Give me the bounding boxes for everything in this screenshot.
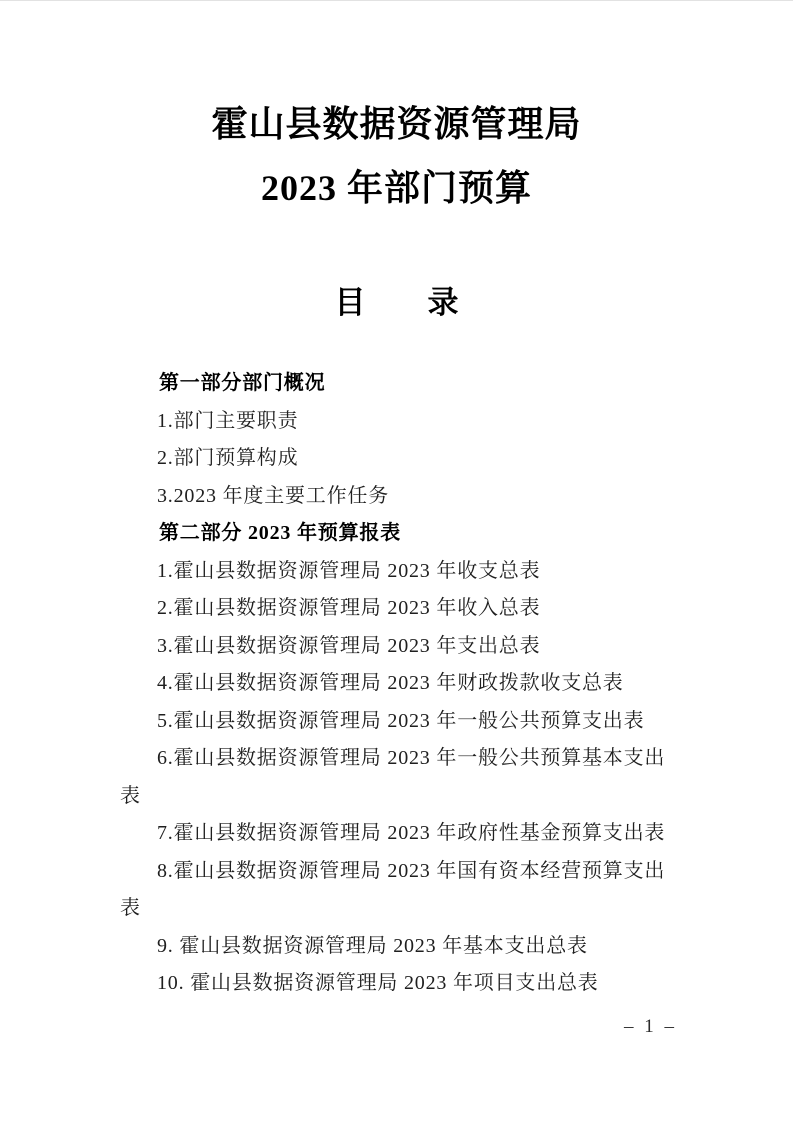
toc-heading: 目 录 — [334, 285, 459, 320]
document-title — [0, 92, 793, 220]
toc-item: 1.部门主要职责 — [157, 409, 299, 432]
table-of-contents — [120, 365, 680, 1003]
toc-item: 9. 霍山县数据资源管理局 2023 年基本支出总表 — [157, 934, 588, 957]
toc-item: 6.霍山县数据资源管理局 2023 年一般公共预算基本支出 — [157, 747, 666, 769]
toc-item: 2.部门预算构成 — [157, 447, 299, 469]
toc-item: 4.霍山县数据资源管理局 2023 年财政拨款收支总表 — [157, 672, 624, 694]
toc-item: 10. 霍山县数据资源管理局 2023 年项目支出总表 — [157, 972, 599, 994]
document-title-line1: 霍山县数据资源管理局 — [211, 104, 582, 144]
toc-item: 2.霍山县数据资源管理局 2023 年收入总表 — [157, 597, 541, 619]
toc-item-continuation: 表 — [120, 897, 141, 919]
toc-item: 1.霍山县数据资源管理局 2023 年收支总表 — [157, 559, 541, 582]
toc-item: 3.2023 年度主要工作任务 — [157, 484, 389, 507]
toc-section-heading: 第一部分部门概况 — [159, 372, 326, 394]
toc-item: 8.霍山县数据资源管理局 2023 年国有资本经营预算支出 — [157, 859, 666, 882]
page-top-edge — [0, 0, 793, 1]
toc-item: 3.霍山县数据资源管理局 2023 年支出总表 — [157, 634, 541, 657]
toc-item: 5.霍山县数据资源管理局 2023 年一般公共预算支出表 — [157, 709, 645, 732]
toc-section-heading: 第二部分 2023 年预算报表 — [159, 522, 401, 544]
toc-item: 7.霍山县数据资源管理局 2023 年政府性基金预算支出表 — [157, 822, 666, 844]
toc-item-continuation: 表 — [120, 784, 141, 807]
page-number: – 1 – — [624, 1016, 677, 1037]
document-title-line2: 2023 年部门预算 — [260, 168, 532, 208]
